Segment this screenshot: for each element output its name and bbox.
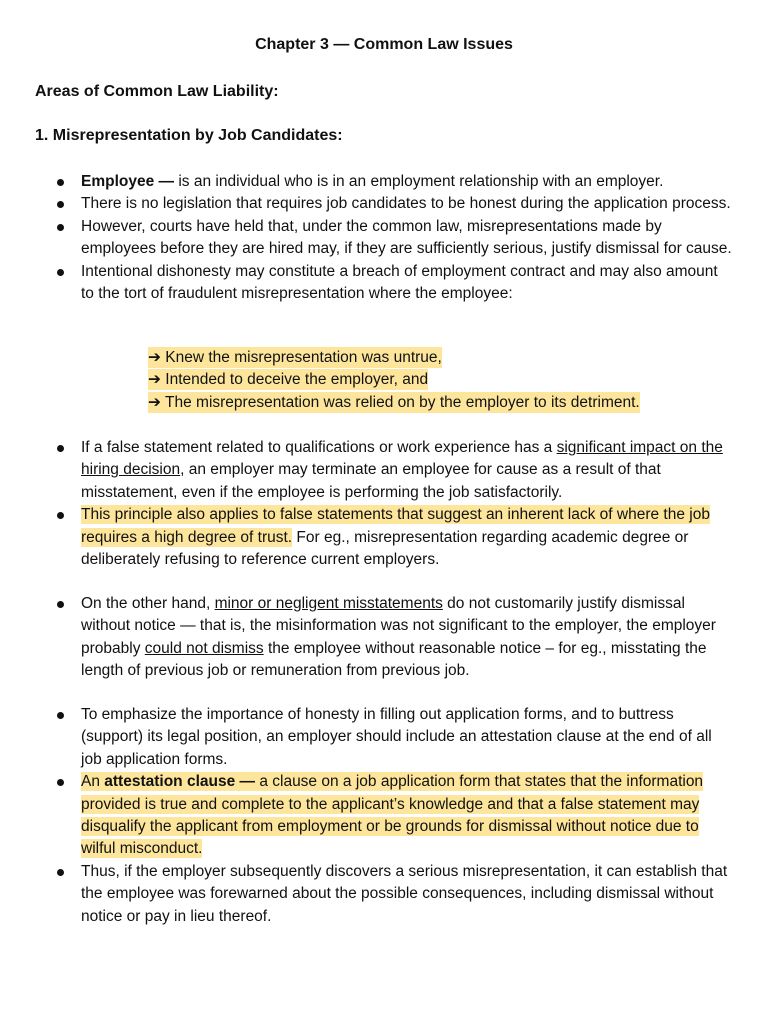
highlighted-text: ➔ The misrepresentation was relied on by the employer to its detriment. bbox=[148, 393, 640, 411]
bullet-icon bbox=[57, 712, 64, 719]
underlined-text: could not dismiss bbox=[144, 639, 264, 657]
term-attestation-clause: attestation clause — bbox=[104, 773, 256, 791]
bullet-text: On the other hand, bbox=[81, 595, 215, 612]
arrow-item bbox=[148, 369, 640, 391]
bullet-list-3 bbox=[0, 593, 768, 683]
bullet-text: do not customarily justify dismissal without notice — that is, the misinformation was not significant to the employer, the employer probably bbox=[81, 595, 716, 657]
heading-areas-of-liability: Areas of Common Law Liability: bbox=[35, 83, 279, 100]
underlined-text: significant impact on the hiring decision bbox=[81, 439, 723, 479]
list-item bbox=[0, 437, 733, 504]
bullet-text: An bbox=[81, 773, 105, 791]
highlighted-text: This principle also applies to false statements that suggest an inherent lack of where the job requires a high degree of trust. bbox=[81, 506, 710, 546]
bullet-text: Intentional dishonesty may constitute a breach of employment contract and may also amount to the tort of fraudulent misrepresentation where the employee: bbox=[81, 262, 718, 303]
list-item bbox=[0, 171, 733, 193]
list-item bbox=[0, 593, 733, 683]
list-item bbox=[0, 193, 733, 215]
list-item bbox=[0, 704, 733, 771]
bullet-icon bbox=[57, 512, 64, 519]
bullet-list-2 bbox=[0, 437, 768, 571]
bullet-text: For eg., misrepresentation regarding academic degree or deliberately refusing to reference current employers. bbox=[81, 528, 689, 569]
arrow-item bbox=[148, 392, 640, 414]
highlighted-text: ➔ Knew the misrepresentation was untrue, bbox=[148, 349, 442, 366]
bullet-list-1 bbox=[0, 171, 768, 305]
bullet-text: Thus, if the employer subsequently discovers a serious misrepresentation, it can establish that the employee was forewarned about the possible consequences, including dismissal without notice or pay in lieu thereof. bbox=[81, 862, 728, 925]
bullet-text: , an employer may terminate an employee for cause as a result of that misstatement, even if the employee is performing the job satisfactorily. bbox=[81, 461, 661, 501]
list-item bbox=[0, 771, 733, 861]
bullet-icon bbox=[57, 201, 64, 208]
list-item bbox=[0, 504, 733, 571]
list-item bbox=[0, 261, 733, 306]
bullet-text: If a false statement related to qualifications or work experience has a bbox=[81, 439, 557, 456]
bullet-icon bbox=[57, 179, 64, 186]
bullet-text: There is no legislation that requires job candidates to be honest during the application process. bbox=[81, 195, 731, 213]
highlighted-text bbox=[81, 772, 703, 858]
bullet-icon bbox=[57, 224, 64, 231]
bullet-icon bbox=[57, 601, 64, 608]
page-title: Chapter 3 — Common Law Issues bbox=[255, 36, 513, 53]
bullet-icon bbox=[57, 445, 64, 452]
bullet-text: However, courts have held that, under the common law, misrepresentations made by employees before they are hired may, if they are sufficiently serious, justify dismissal for cause. bbox=[81, 217, 732, 258]
definition-text: is an individual who is in an employment relationship with an employer. bbox=[174, 173, 664, 190]
arrow-list bbox=[148, 347, 640, 414]
arrow-item bbox=[148, 347, 640, 369]
bullet-text: To emphasize the importance of honesty in filling out application forms, and to buttress (support) its legal position, an employer should include an attestation clause at the end of all job application forms. bbox=[81, 706, 712, 768]
highlighted-text: ➔ Intended to deceive the employer, and bbox=[148, 371, 429, 389]
term-employee: Employee — bbox=[81, 173, 175, 190]
definition-text: a clause on a job application form that states that the information provided is true and complete to the applicant’s knowledge and that a false statement may disqualify the applicant from employment or be grounds for dismissal without notice due to wilful misconduct. bbox=[81, 773, 704, 858]
bullet-icon bbox=[57, 869, 64, 876]
bullet-icon bbox=[57, 779, 64, 786]
list-item bbox=[0, 861, 733, 928]
bullet-text: the employee without reasonable notice – for eg., misstating the length of previous job or remuneration from previous job. bbox=[81, 639, 707, 680]
bullet-list-4 bbox=[0, 704, 768, 928]
heading-misrepresentation: 1. Misrepresentation by Job Candidates: bbox=[35, 127, 343, 144]
underlined-text: minor or negligent misstatements bbox=[214, 595, 443, 612]
list-item bbox=[0, 216, 733, 261]
bullet-icon bbox=[57, 269, 64, 276]
